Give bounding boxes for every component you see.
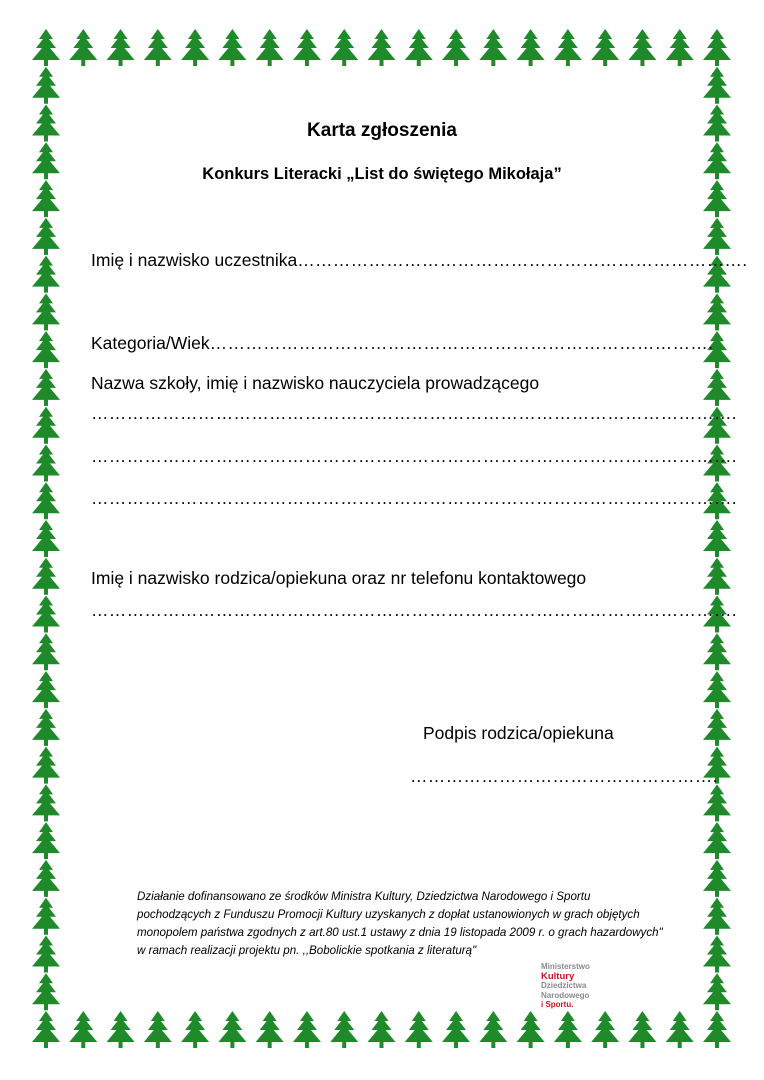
christmas-tree-icon (628, 1011, 656, 1048)
christmas-tree-icon (144, 29, 172, 66)
christmas-tree-icon (703, 558, 731, 595)
christmas-tree-icon (107, 1011, 135, 1048)
christmas-tree-icon (405, 29, 433, 66)
christmas-tree-icon (181, 1011, 209, 1048)
contest-subtitle: Konkurs Literacki „List do świętego Mikołaja” (202, 165, 562, 183)
christmas-tree-icon (218, 29, 246, 66)
category-field[interactable] (91, 333, 713, 354)
christmas-tree-icon (703, 671, 731, 708)
christmas-tree-icon (32, 671, 60, 708)
christmas-tree-icon (32, 1011, 60, 1048)
christmas-tree-icon (591, 1011, 619, 1048)
christmas-tree-icon (107, 29, 135, 66)
participant-label: Imię i nazwisko uczestnika (91, 250, 298, 270)
christmas-tree-icon (330, 1011, 358, 1048)
funding-note: Działanie dofinansowano ze środków Ministra Kultury, Dziedzictwa Narodowego i Sportu pochodzących z Funduszu Promocji Kultury uzyskanych z dopłat ustanowionych w grach objętych monopolem państwa zgodnych z art.80 ust.1 ustawy z dnia 19 listopada 2009 r. o grach hazardowych" w ramach realizacji projektu pn. ,,Bobolickie spotkania z literaturą" (137, 890, 663, 957)
christmas-tree-icon (32, 633, 60, 670)
christmas-tree-icon (703, 935, 731, 972)
christmas-tree-icon (330, 29, 358, 66)
christmas-tree-icon (32, 558, 60, 595)
form-title: Karta zgłoszenia (307, 120, 457, 141)
christmas-tree-icon (256, 29, 284, 66)
participant-dots: …………………………………………………………………. (297, 250, 748, 270)
christmas-tree-icon (405, 1011, 433, 1048)
christmas-tree-icon (69, 29, 97, 66)
christmas-tree-icon (69, 1011, 97, 1048)
christmas-tree-icon (32, 444, 60, 481)
christmas-tree-icon (703, 784, 731, 821)
christmas-tree-icon (293, 1011, 321, 1048)
participant-field[interactable] (91, 250, 747, 271)
school-line-2[interactable]: ………………………………………………………………………………………………. (91, 446, 737, 466)
school-label: Nazwa szkoły, imię i nazwisko nauczyciela prowadzącego (91, 373, 540, 393)
christmas-tree-icon (32, 520, 60, 557)
christmas-tree-icon (703, 898, 731, 935)
christmas-tree-icon (666, 29, 694, 66)
christmas-tree-icon (368, 1011, 396, 1048)
christmas-tree-icon (703, 29, 731, 66)
christmas-tree-icon (144, 1011, 172, 1048)
christmas-tree-icon (703, 822, 731, 859)
christmas-tree-icon (32, 822, 60, 859)
christmas-tree-icon (703, 520, 731, 557)
christmas-tree-icon (32, 369, 60, 406)
christmas-tree-icon (517, 1011, 545, 1048)
christmas-tree-icon (703, 293, 731, 330)
christmas-tree-icon (703, 369, 731, 406)
logo-line-3: Dziedzictwa (541, 981, 587, 990)
parent-line[interactable]: ………………………………………………………………………………………………. (91, 600, 737, 620)
christmas-tree-icon (703, 973, 731, 1010)
christmas-tree-icon (703, 633, 731, 670)
parent-label: Imię i nazwisko rodzica/opiekuna oraz nr telefonu kontaktowego (91, 568, 587, 588)
christmas-tree-icon (703, 180, 731, 217)
christmas-tree-icon (32, 596, 60, 633)
christmas-tree-icon (442, 29, 470, 66)
christmas-tree-icon (442, 1011, 470, 1048)
category-dots: …………………………………………………………………………. (209, 333, 714, 353)
christmas-tree-icon (703, 1011, 731, 1048)
christmas-tree-icon (32, 973, 60, 1010)
christmas-tree-icon (32, 218, 60, 255)
school-line-1[interactable]: ………………………………………………………………………………………………. (91, 403, 737, 423)
christmas-tree-icon (256, 1011, 284, 1048)
christmas-tree-icon (32, 784, 60, 821)
christmas-tree-icon (628, 29, 656, 66)
christmas-tree-icon (32, 29, 60, 66)
school-line-3[interactable]: ………………………………………………………………………………………………. (91, 488, 737, 508)
logo-line-1: Ministerstwo (541, 962, 590, 971)
christmas-tree-icon (703, 709, 731, 746)
christmas-tree-icon (32, 67, 60, 104)
signature-label: Podpis rodzica/opiekuna (423, 723, 614, 743)
christmas-tree-icon (666, 1011, 694, 1048)
christmas-tree-icon (32, 256, 60, 293)
logo-line-5: i Sportu. (541, 1000, 574, 1009)
christmas-tree-icon (32, 747, 60, 784)
ministry-logo (541, 962, 621, 1010)
christmas-tree-icon (32, 482, 60, 519)
christmas-tree-icon (479, 1011, 507, 1048)
christmas-tree-icon (32, 407, 60, 444)
christmas-tree-icon (32, 331, 60, 368)
christmas-tree-icon (554, 1011, 582, 1048)
christmas-tree-icon (218, 1011, 246, 1048)
christmas-tree-icon (32, 709, 60, 746)
christmas-tree-icon (517, 29, 545, 66)
logo-line-4: Narodowego (541, 990, 590, 1000)
christmas-tree-icon (181, 29, 209, 66)
christmas-tree-icon (32, 935, 60, 972)
christmas-tree-icon (32, 293, 60, 330)
logo-line-2: Kultury (541, 970, 575, 982)
christmas-tree-icon (703, 860, 731, 897)
signature-line[interactable]: ……………………………………………. (410, 766, 718, 786)
christmas-tree-icon (554, 29, 582, 66)
christmas-tree-icon (293, 29, 321, 66)
category-label: Kategoria/Wiek (91, 333, 210, 353)
christmas-tree-icon (32, 860, 60, 897)
christmas-tree-icon (591, 29, 619, 66)
christmas-tree-icon (32, 180, 60, 217)
christmas-tree-icon (368, 29, 396, 66)
christmas-tree-icon (32, 898, 60, 935)
christmas-tree-icon (703, 67, 731, 104)
christmas-tree-icon (479, 29, 507, 66)
